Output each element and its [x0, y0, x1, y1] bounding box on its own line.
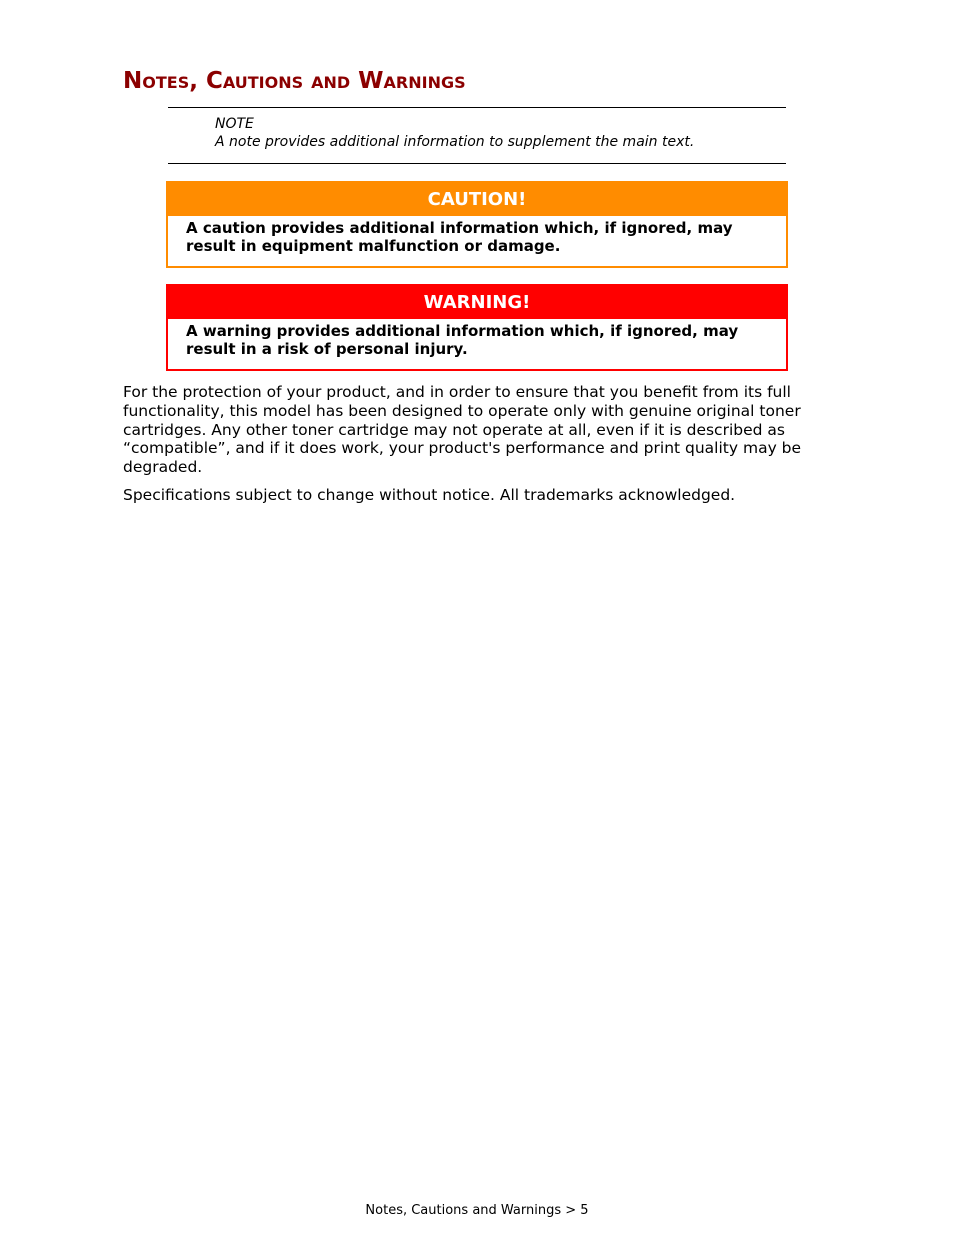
page-title: Notes, Cautions and Warnings [123, 68, 466, 94]
toner-paragraph [123, 383, 823, 477]
note-text: A note provides additional information to supplement the main text. [215, 134, 695, 150]
warning-title: WARNING! [168, 286, 786, 319]
note-bottom-divider [168, 163, 786, 164]
paragraph-line: For the protection of your product, and in order to ensure that you benefit from its full [123, 383, 791, 401]
caution-text-line: A caution provides additional information which, if ignored, may [186, 219, 733, 237]
warning-text-line: A warning provides additional information which, if ignored, may [186, 322, 739, 340]
note-label: NOTE [215, 116, 254, 132]
caution-body [168, 216, 786, 255]
warning-text-line: result in a risk of personal injury. [186, 340, 468, 358]
paragraph-line: cartridges. Any other toner cartridge may not operate at all, even if it is described as [123, 420, 785, 439]
caution-text-line: result in equipment malfunction or damage. [186, 237, 561, 255]
note-block [215, 115, 694, 151]
warning-box [166, 284, 788, 371]
note-top-divider [168, 107, 786, 108]
warning-body [168, 319, 786, 358]
paragraph-line: “compatible”, and if it does work, your product's performance and print quality may be [123, 439, 802, 458]
caution-title: CAUTION! [168, 183, 786, 216]
specifications-paragraph: Specifications subject to change without notice. All trademarks acknowledged. [123, 486, 736, 504]
caution-box [166, 181, 788, 268]
paragraph-line: degraded. [123, 458, 203, 476]
paragraph-line: functionality, this model has been designed to operate only with genuine original toner [123, 401, 801, 420]
page-footer: Notes, Cautions and Warnings > 5 [365, 1203, 589, 1218]
